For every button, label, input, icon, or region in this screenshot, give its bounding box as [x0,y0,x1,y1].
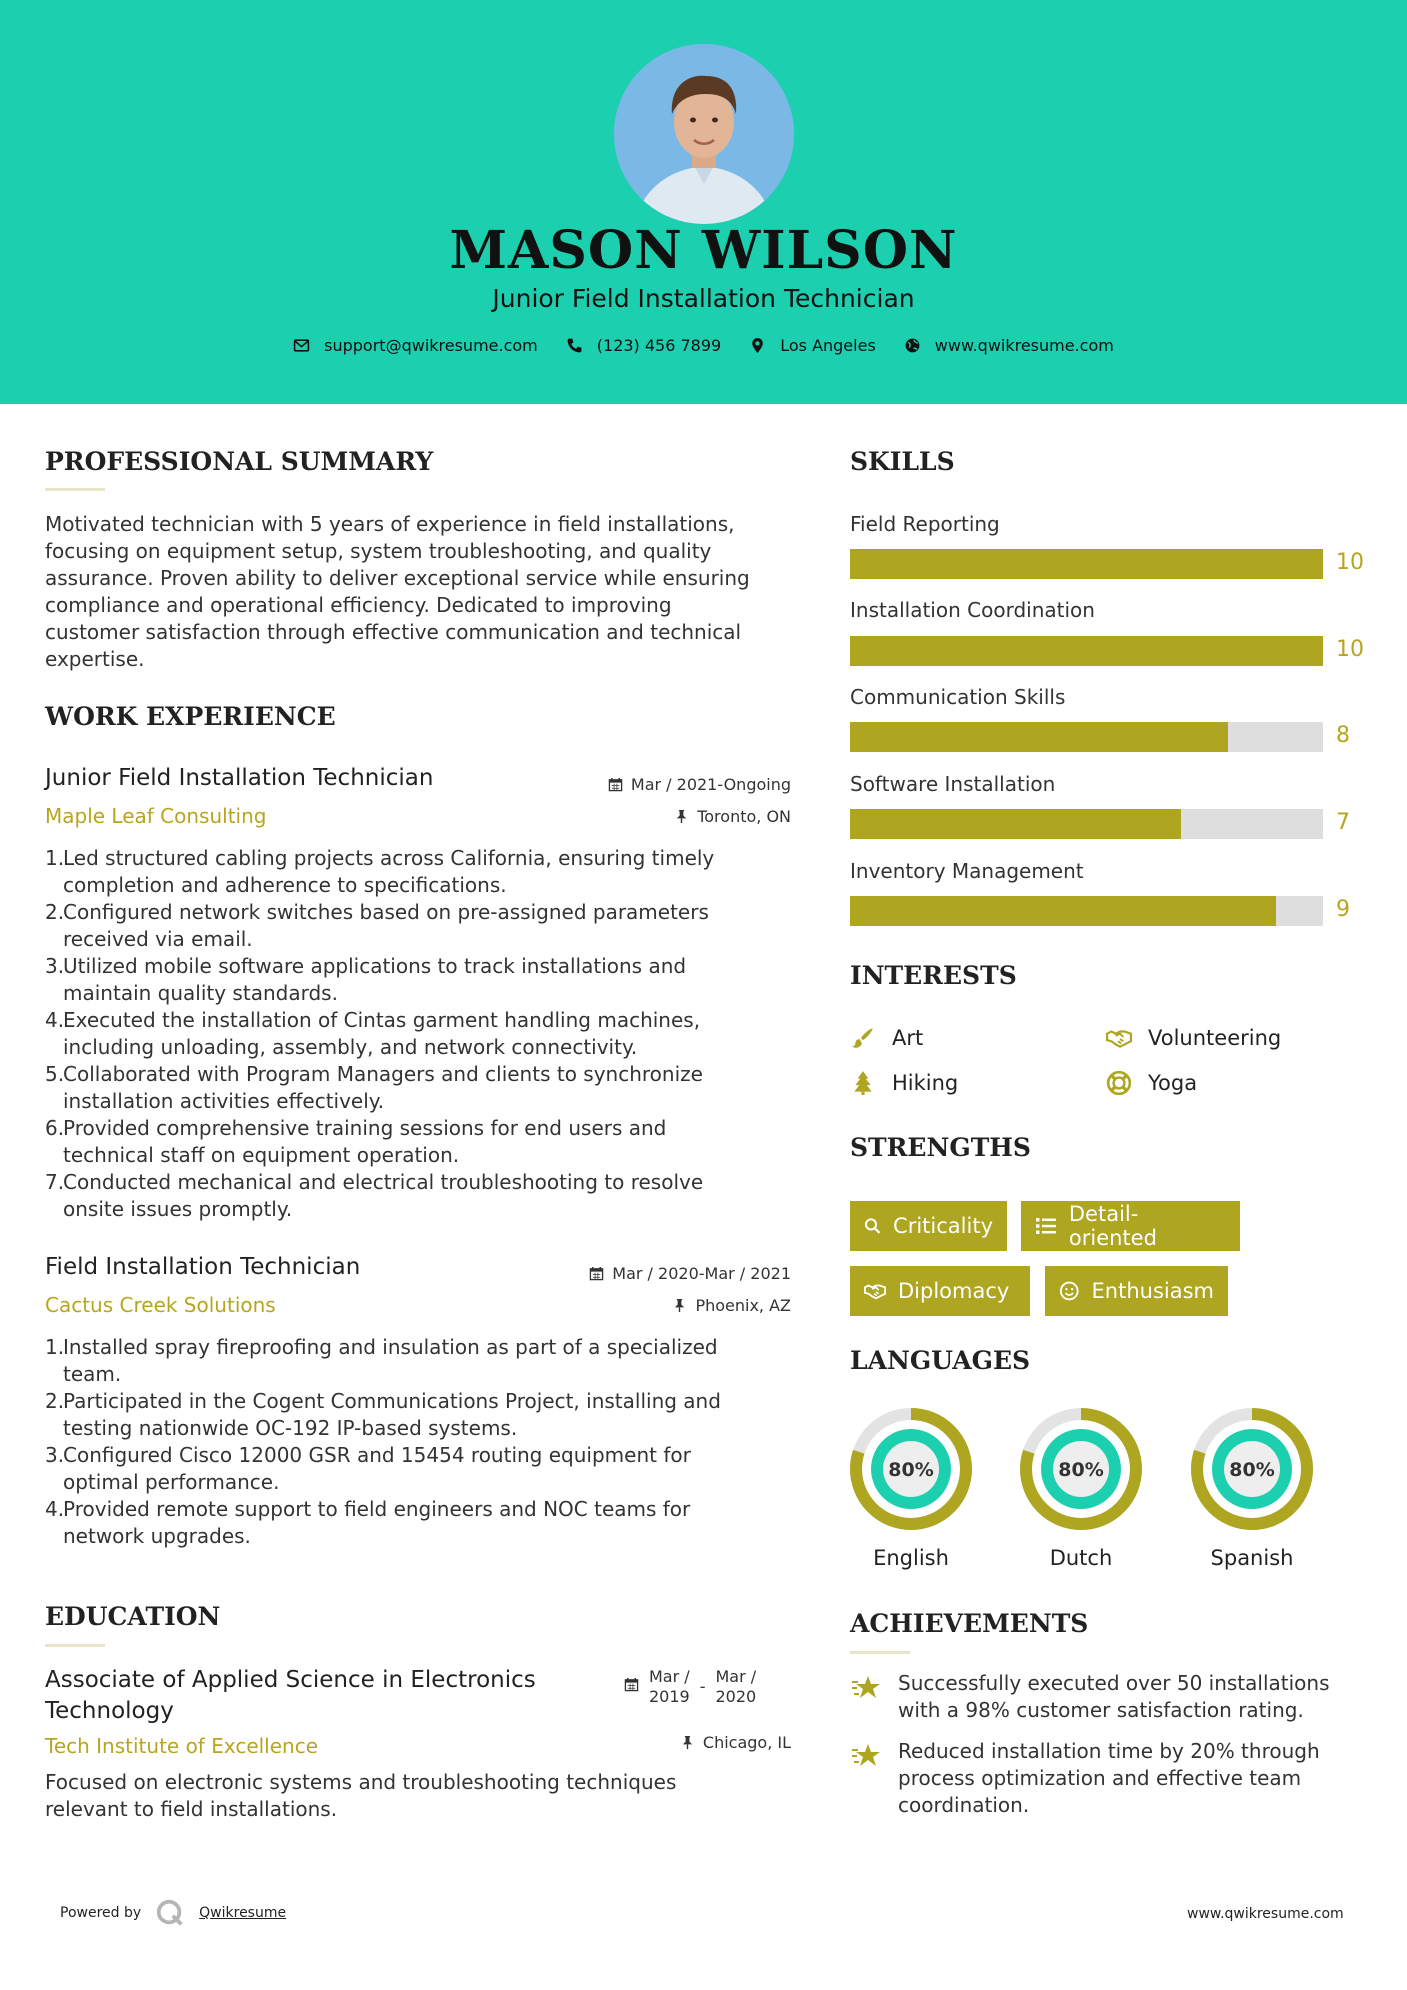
summary-line: compliance and operational efficiency. Dedicated to improving [45,593,672,617]
skill-label: Inventory Management [850,859,1084,883]
school-name: Tech Institute of Excellence [45,1734,319,1758]
header-banner [0,0,1407,404]
language-name: English [873,1546,949,1570]
list-icon [1035,1215,1057,1237]
list-item: 3. Configured Cisco 12000 GSR and 15454 routing equipment for optimal performance. [45,1443,691,1494]
life-ring-icon [1106,1070,1132,1096]
contact-bar [0,336,1407,355]
company-name: Cactus Creek Solutions [45,1293,276,1317]
degree-title: Associate of Applied Science in Electronics Technology [45,1667,536,1724]
skill-bar-fill [850,636,1323,666]
education-heading: EDUCATION [45,1602,221,1631]
education-description: Focused on electronic systems and troubleshooting techniques relevant to field installations. [45,1770,677,1821]
job-title: Field Installation Technician [45,1254,361,1280]
language-percent: 80% [1229,1459,1275,1481]
qwikresume-logo-icon [155,1898,185,1928]
section-divider [850,1651,910,1654]
list-item: 7. Conducted mechanical and electrical troubleshooting to resolve onsite issues promptly. [45,1170,704,1221]
handshake-icon [864,1280,886,1302]
strength-chip: Diplomacy [850,1266,1030,1316]
skill-label: Communication Skills [850,685,1066,709]
summary-line: focusing on equipment setup, system troubleshooting, and quality [45,539,712,563]
calendar-icon [608,777,623,792]
skills-heading: SKILLS [850,447,955,476]
skill-value: 9 [1336,897,1350,922]
phone-text: (123) 456 7899 [596,336,722,355]
footer-website[interactable]: www.qwikresume.com [1187,1906,1344,1922]
summary-text [45,511,805,673]
education-location [680,1733,791,1752]
smile-icon [1059,1280,1080,1302]
location-text: Chicago, IL [702,1733,791,1752]
dates-text: Mar / 2021-Ongoing [630,775,791,794]
skill-value: 8 [1336,723,1350,748]
experience-heading: WORK EXPERIENCE [45,702,336,731]
job-dates [608,775,791,794]
globe-icon [904,337,921,354]
job-bullets [45,1334,805,1550]
paintbrush-icon [850,1025,876,1051]
skill-bar [850,549,1323,579]
brand-link[interactable]: Qwikresume [199,1905,287,1921]
skill-label: Installation Coordination [850,598,1095,622]
handshake-icon [1106,1025,1132,1051]
company-name: Maple Leaf Consulting [45,804,267,828]
email-text: support@qwikresume.com [324,336,538,355]
strength-chip: Detail-oriented [1021,1201,1240,1251]
section-divider [45,1644,105,1647]
skill-value: 10 [1336,637,1364,662]
language-ring [850,1408,972,1530]
job-bullets [45,845,805,1223]
location-text: Los Angeles [780,336,876,355]
skill-value: 7 [1336,810,1350,835]
powered-by-label: Powered by [60,1905,142,1921]
interest-hiking: Hiking [850,1070,958,1096]
languages-heading: LANGUAGES [850,1346,1031,1375]
summary-line: assurance. Proven ability to deliver exceptional service while ensuring [45,566,750,590]
achievement-item: Successfully executed over 50 installations with a 98% customer satisfaction rating. [850,1670,1330,1724]
contact-website[interactable] [904,336,1114,355]
achievements-heading: ACHIEVEMENTS [850,1609,1089,1638]
dates-text: Mar / 2020-Mar / 2021 [612,1264,791,1283]
interest-yoga: Yoga [1106,1070,1197,1096]
skill-label: Field Reporting [850,512,1000,536]
calendar-icon [589,1266,604,1281]
language-name: Dutch [1049,1546,1113,1570]
language-item [1020,1408,1142,1570]
skill-bar [850,809,1323,839]
skill-bar-fill [850,549,1323,579]
language-item [850,1408,972,1570]
skill-bar-fill [850,896,1276,926]
profile-photo [614,44,794,224]
pushpin-icon [674,809,689,824]
skill-bar-fill [850,722,1228,752]
job-title: Junior Field Installation Technician [45,765,434,791]
language-percent: 80% [1058,1459,1104,1481]
skill-bar [850,636,1323,666]
contact-phone[interactable] [566,336,721,355]
location-text: Toronto, ON [697,807,791,826]
language-ring [1191,1408,1313,1530]
phone-icon [566,337,583,354]
list-item: 5. Collaborated with Program Managers and clients to synchronize installation activities effectively. [45,1062,703,1113]
pushpin-icon [680,1735,695,1750]
interests-heading: INTERESTS [850,961,1017,990]
skill-bar-fill [850,809,1181,839]
interest-art: Art [850,1025,923,1051]
education-dates: Mar / 2019 - Mar / 2020 [624,1667,756,1707]
summary-line: customer satisfaction through effective communication and technical [45,620,742,644]
candidate-name: MASON WILSON [449,220,958,281]
strength-chip: Enthusiasm [1045,1266,1228,1316]
skill-label: Software Installation [850,772,1056,796]
map-pin-icon [749,337,766,354]
candidate-title: Junior Field Installation Technician [492,284,915,313]
job-dates [589,1264,791,1283]
list-item: 3. Utilized mobile software applications to track installations and maintain quality standards. [45,954,687,1005]
language-item [1191,1408,1313,1570]
list-item: 4. Provided remote support to field engineers and NOC teams for network upgrades. [45,1497,691,1548]
contact-location [749,336,876,355]
language-name: Spanish [1210,1546,1294,1570]
language-percent: 80% [888,1459,934,1481]
star-badge-icon [850,1672,882,1704]
contact-email[interactable] [293,336,538,355]
strengths-heading: STRENGTHS [850,1133,1031,1162]
skill-value: 10 [1336,550,1364,575]
summary-line: expertise. [45,647,145,671]
footer-powered-by [60,1898,286,1928]
strength-chip: Criticality [850,1201,1007,1251]
interest-volunteering: Volunteering [1106,1025,1281,1051]
star-badge-icon [850,1740,882,1772]
job-location [672,1296,791,1315]
achievement-item: Reduced installation time by 20% through process optimization and effective team coordination. [850,1738,1320,1819]
skill-bar [850,722,1323,752]
list-item: 4. Executed the installation of Cintas garment handling machines, including unloading, assembly, and network connectivity. [45,1008,701,1059]
job-location [674,807,791,826]
tree-icon [850,1070,876,1096]
skill-bar [850,896,1323,926]
list-item: 1. Led structured cabling projects across California, ensuring timely completion and adherence to specifications. [45,846,715,897]
location-text: Phoenix, AZ [695,1296,791,1315]
list-item: 6. Provided comprehensive training sessions for end users and technical staff on equipment operation. [45,1116,667,1167]
summary-heading: PROFESSIONAL SUMMARY [45,447,434,476]
pushpin-icon [672,1298,687,1313]
calendar-icon [624,1677,639,1692]
envelope-icon [293,337,310,354]
list-item: 2. Configured network switches based on pre-assigned parameters received via email. [45,900,709,951]
list-item: 1. Installed spray fireproofing and insulation as part of a specialized team. [45,1335,718,1386]
language-ring [1020,1408,1142,1530]
list-item: 2. Participated in the Cogent Communications Project, installing and testing nationwide OC-192 IP-based systems. [45,1389,721,1440]
search-icon [864,1215,881,1237]
website-text: www.qwikresume.com [934,336,1114,355]
section-divider [45,488,105,491]
summary-line: Motivated technician with 5 years of experience in field installations, [45,512,735,536]
